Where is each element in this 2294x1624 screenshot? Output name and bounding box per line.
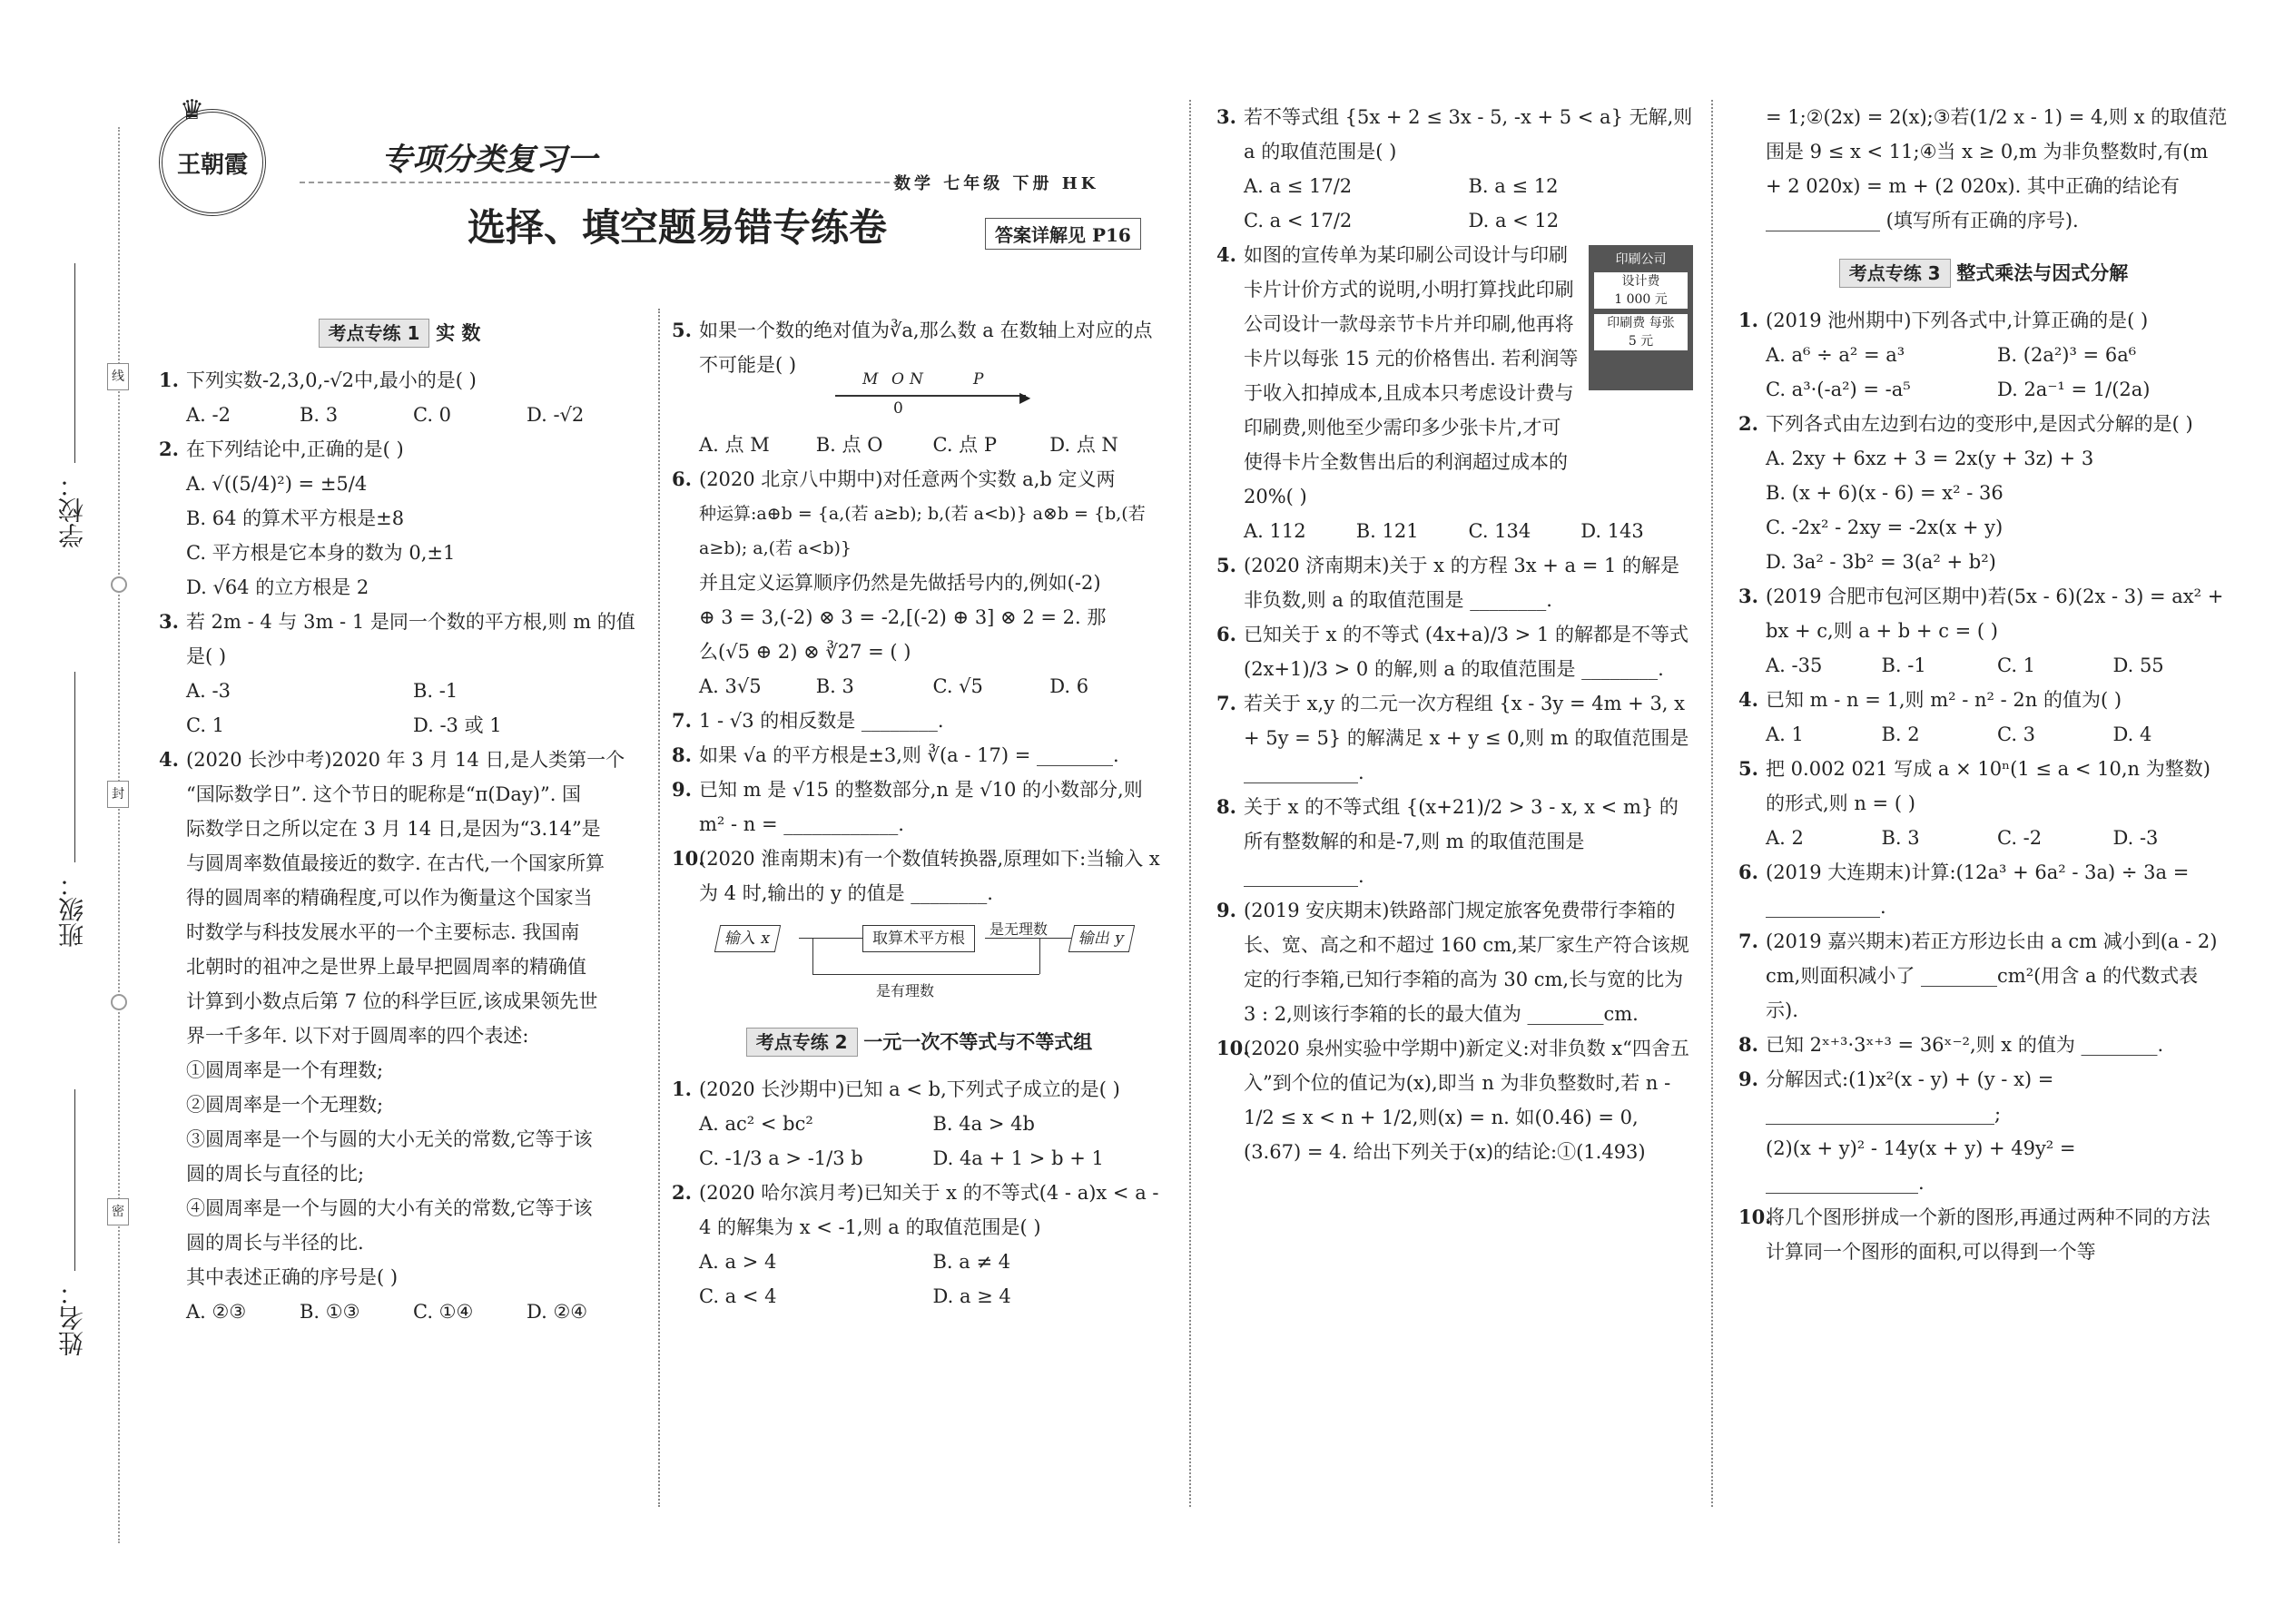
flow-sqrt-box: 取算术平方根 (862, 925, 975, 952)
section-1-badge: 考点专练 1 (319, 319, 430, 348)
s1-question-3: 3. 若 2m - 4 与 3m - 1 是同一个数的平方根,则 m 的值是( ) (159, 610, 635, 667)
s3-question-3: 3. (2019 合肥市包河区期中)若(5x - 6)(2x - 3) = ax² + bx + c,则 a + b + c = ( ) (1738, 585, 2224, 642)
axis-label-m: M (862, 370, 879, 389)
s3-question-10: 10. 将几个图形拼成一个新的图形,再通过两种不同的方法计算同一个图形的面积,可以得到一个等 (1738, 1206, 2210, 1263)
s2-question-8: 8. 关于 x 的不等式组 {(x+21)/2 > 3 - x, x < m} 的所有整数解的和是-7,则 m 的取值范围是 ____________. (1216, 795, 1679, 887)
s2-question-4-block (1216, 238, 1693, 514)
s1-q2-option-b[interactable]: B. 64 的算术平方根是±8 (186, 507, 405, 529)
s1-q1-options: A. -2 B. 3 C. 0 D. -√2 (186, 404, 585, 426)
s1-q4-line: 际数学日之所以定在 3 月 14 日,是因为“3.14”是 (186, 818, 601, 840)
column-divider-1 (658, 309, 660, 1507)
s1-question-6: 6. (2020 北京八中期中)对任意两个实数 a,b 定义两 (672, 468, 1116, 490)
class-label: 班级： (57, 871, 87, 948)
s1-q4-item: ④圆周率是一个与圆的大小有关的常数,它等于该 (186, 1197, 593, 1219)
answer-ref: 答案详解见 P16 (985, 218, 1141, 250)
s1-q4-line: 与圆周率数值最接近的数字. 在古代,一个国家所算 (186, 852, 605, 874)
s1-q6-line: 么(√5 ⊕ 2) ⊗ ∛27 = ( ) (699, 641, 911, 663)
s1-question-1: 1. 下列实数-2,3,0,-√2中,最小的是( ) (159, 369, 477, 391)
axis-label-o: O (891, 370, 904, 389)
seal-box-line: 线 (107, 363, 129, 390)
s1-q4-line: 界一千多年. 以下对于圆周率的四个表述: (186, 1025, 529, 1047)
s1-q4-line: 得的圆周率的精确程度,可以作为衡量这个国家当 (186, 887, 593, 909)
section-2-header (672, 1025, 1167, 1059)
flow-irrational-label: 是无理数 (989, 920, 1049, 938)
s2-question-3: 3. 若不等式组 {5x + 2 ≤ 3x - 5, -x + 5 < a} 无解,则 a 的取值范围是( ) (1216, 105, 1693, 162)
s1-q4-line: “国际数学日”. 这个节日的昵称是“π(Day)”. 国 (186, 783, 582, 805)
s1-q3-options-cd: C. 1 D. -3 或 1 (186, 714, 502, 736)
s1-q2-option-c[interactable]: C. 平方根是它本身的数为 0,±1 (186, 542, 456, 564)
column-1 (159, 309, 640, 1329)
s1-q4-item: 其中表述正确的序号是( ) (186, 1266, 399, 1288)
s3-q3-options: A. -35 B. -1 C. 1 D. 55 (1766, 655, 2164, 676)
crown-icon: ♛ (180, 94, 204, 126)
s1-q6-line: ⊕ 3 = 3,(-2) ⊗ 3 = -2,[(-2) ⊕ 3] ⊗ 2 = 2. 那 (699, 606, 1107, 628)
header-rule (300, 182, 899, 183)
s3-q1-options-ab: A. a⁶ ÷ a² = a³ B. (2a²)³ = 6a⁶ (1766, 344, 2137, 366)
s2-q2-options-ab: A. a > 4 B. a ≠ 4 (699, 1251, 1011, 1273)
s1-q4-line: 计算到小数点后第 7 位的科学巨匠,该成果领先世 (186, 990, 598, 1012)
seal-box-secret: 密 (107, 1198, 129, 1225)
s2-q1-options-ab: A. ac² < bc² B. 4a > 4b (699, 1113, 1035, 1135)
s3-question-2: 2. 下列各式由左边到右边的变形中,是因式分解的是( ) (1738, 412, 2193, 435)
s3-q2-option-c[interactable]: C. -2x² - 2xy = -2x(x + y) (1766, 517, 2004, 538)
section-2-badge: 考点专练 2 (746, 1028, 858, 1057)
s1-question-5: 5. 如果一个数的绝对值为∛a,那么数 a 在数轴上对应的点不可能是( ) (672, 319, 1153, 376)
s1-q4-item: ③圆周率是一个与圆的大小无关的常数,它等于该 (186, 1128, 593, 1150)
s2-q3-options-ab: A. a ≤ 17/2 B. a ≤ 12 (1244, 175, 1559, 197)
s1-question-8: 8. 如果 √a 的平方根是±3,则 ∛(a - 17) = ________. (672, 743, 1119, 766)
s3-q1-options-cd: C. a³·(-a²) = -a⁵ D. 2a⁻¹ = 1/(2a) (1766, 379, 2151, 400)
s3-q2-option-b[interactable]: B. (x + 6)(x - 6) = x² - 36 (1766, 482, 2004, 504)
section-3-header (1738, 256, 2229, 290)
s1-q6-line: 并且定义运算顺序仍然是先做括号内的,例如(-2) (699, 572, 1101, 594)
column-3 (1216, 100, 1693, 1169)
s2-question-5: 5. (2020 济南期末)关于 x 的方程 3x + a = 1 的解是非负数,则 a 的取值范围是 ________. (1216, 554, 1680, 611)
s1-q6-options: A. 3√5 B. 3 C. √5 D. 6 (699, 675, 1089, 697)
s2-question-2: 2. (2020 哈尔滨月考)已知关于 x 的不等式(4 - a)x < a - 4 的解集为 x < -1,则 a 的取值范围是( ) (672, 1181, 1159, 1238)
name-field[interactable] (74, 1089, 75, 1271)
s1-question-4: 4. (2020 长沙中考)2020 年 3 月 14 日,是人类第一个 (159, 748, 625, 771)
s1-q2-option-d[interactable]: D. √64 的立方根是 2 (186, 576, 369, 598)
s1-q4-item: ②圆周率是一个无理数; (186, 1094, 384, 1116)
section-3-title: 整式乘法与因式分解 (1956, 262, 2129, 284)
school-label: 学校： (57, 472, 87, 548)
class-field[interactable] (74, 672, 75, 862)
s3-question-9: 9. 分解因式:(1)x²(x - y) + (y - x) = ________________________; (1738, 1068, 2054, 1125)
print-ad-image: 印刷公司 设计费 1 000 元 印刷费 每张 5 元 (1589, 245, 1693, 390)
s1-q4-options: A. ②③ B. ①③ C. ①④ D. ②④ (186, 1301, 588, 1323)
seal-box-seal: 封 (107, 781, 129, 808)
s3-q9-part-2[interactable]: (2)(x + y)² - 14y(x + y) + 49y² = ________________. (1766, 1137, 2076, 1194)
s2-question-9: 9. (2019 安庆期末)铁路部门规定旅客免费带行李箱的长、宽、高之和不超过 160 cm,某厂家生产符合该规定的行李箱,已知行李箱的高为 30 cm,长与宽的比为 3 : 2,则该行李箱的长的最大值为 ________cm. (1216, 899, 1689, 1025)
s3-question-7: 7. (2019 嘉兴期末)若正方形边长由 a cm 减小到(a - 2) cm,则面积减小了 ________cm²(用含 a 的代数式表示). (1738, 930, 2218, 1021)
flow-rational-label: 是有理数 (876, 982, 935, 999)
binding-line (118, 127, 120, 1543)
s2-question-4: 4. 如图的宣传单为某印刷公司设计与印刷卡片计价方式的说明,小明打算找此印刷公司设计一款母亲节卡片并印刷,他再将卡片以每张 15 元的价格售出. 若利润等于收入扣掉成本,且成本只考虑设计费与印刷费,则他至少需印多少张卡片,才可使得卡片全数售出后的利润超过成本的 20%( ) (1216, 243, 1579, 507)
s3-q4-options: A. 1 B. 2 C. 3 D. 4 (1766, 723, 2152, 745)
logo (159, 109, 266, 216)
binding-hole-1 (111, 576, 127, 593)
s1-question-7: 7. 1 - √3 的相反数是 ________. (672, 709, 944, 732)
axis-label-p: P (973, 370, 984, 389)
section-3-badge: 考点专练 3 (1839, 259, 1951, 288)
review-title: 专项分类复习一 (381, 142, 597, 178)
s1-q5-options: A. 点 M B. 点 O C. 点 P D. 点 N (699, 434, 1118, 456)
s2-q2-options-cd: C. a < 4 D. a ≥ 4 (699, 1285, 1011, 1307)
s3-question-1: 1. (2019 池州期中)下列各式中,计算正确的是( ) (1738, 309, 2149, 331)
s3-question-5: 5. 把 0.002 021 写成 a × 10ⁿ(1 ≤ a < 10,n 为整数)的形式,则 n = ( ) (1738, 757, 2210, 814)
s2-q4-options: A. 112 B. 121 C. 134 D. 143 (1244, 520, 1644, 542)
s2-q1-options-cd: C. -1/3 a > -1/3 b D. 4a + 1 > b + 1 (699, 1147, 1104, 1169)
s3-question-4: 4. 已知 m - n = 1,则 m² - n² - 2n 的值为( ) (1738, 688, 2122, 711)
s1-q4-item: 圆的周长与直径的比; (186, 1163, 365, 1185)
s2-question-6: 6. 已知关于 x 的不等式 (4x+a)/3 > 1 的解都是不等式 (2x+1)/3 > 0 的解,则 a 的取值范围是 ________. (1216, 623, 1689, 680)
column-2 (672, 313, 1167, 1314)
name-label: 姓名： (57, 1280, 87, 1356)
s2-question-10: 10. (2020 泉州实验中学期中)新定义:对非负数 x“四舍五入”到个位的值记为(x),即当 n 为非负整数时,若 n - 1/2 ≤ x < n + 1/2,则(x) = n. 如(0.46) = 0,(3.67) = 4. 给出下列关于(x)的结论:①(1.493) (1216, 1037, 1689, 1163)
meta-line: 数学 七年级 下册 HK (894, 174, 1099, 193)
s1-q4-item: 圆的周长与半径的比. (186, 1232, 364, 1254)
s1-q4-item: ①圆周率是一个有理数; (186, 1059, 384, 1081)
flow-diagram (672, 916, 1167, 1016)
s3-question-6: 6. (2019 大连期末)计算:(12a³ + 6a² - 3a) ÷ 3a = ____________. (1738, 861, 2190, 918)
s3-q5-options: A. 2 B. 3 C. -2 D. -3 (1766, 827, 2159, 849)
column-divider-3 (1711, 100, 1713, 1507)
s1-q3-options-ab: A. -3 B. -1 (186, 680, 458, 702)
s1-question-10: 10. (2020 淮南期末)有一个数值转换器,原理如下:当输入 x 为 4 时,输出的 y 的值是 ________. (672, 847, 1160, 904)
s3-q2-option-d[interactable]: D. 3a² - 3b² = 3(a² + b²) (1766, 551, 1996, 573)
school-field[interactable] (74, 263, 75, 463)
section-1-header (159, 316, 640, 350)
s2-q3-options-cd: C. a < 17/2 D. a < 12 (1244, 210, 1560, 231)
axis-label-zero: 0 (893, 399, 903, 418)
s1-q6-line: 种运算:a⊕b = {a,(若 a≥b); b,(若 a<b)} a⊗b = {b,(若 a≥b); a,(若 a<b)} (699, 504, 1146, 558)
s2-question-7: 7. 若关于 x,y 的二元一次方程组 {x - 3y = 4m + 3, x + 5y = 5} 的解满足 x + y ≤ 0,则 m 的取值范围是 ____________. (1216, 692, 1689, 783)
column-divider-2 (1189, 100, 1191, 1507)
logo-text: 王朝霞 (176, 151, 248, 179)
s1-q4-line: 时数学与科技发展水平的一个主要标志. 我国南 (186, 921, 580, 943)
flow-output: 输出 y (1068, 925, 1135, 952)
number-line: ▶ M O N P 0 (835, 382, 1035, 428)
s1-question-2: 2. 在下列结论中,正确的是( ) (159, 438, 404, 460)
section-1-title: 实 数 (436, 322, 481, 344)
axis-label-n: N (910, 370, 923, 389)
s2-question-1: 1. (2020 长沙期中)已知 a < b,下列式子成立的是( ) (672, 1078, 1120, 1100)
s3-q2-option-a[interactable]: A. 2xy + 6xz + 3 = 2x(y + 3z) + 3 (1766, 448, 2094, 469)
binding-hole-2 (111, 994, 127, 1010)
section-2-title: 一元一次不等式与不等式组 (863, 1031, 1093, 1053)
s1-q2-option-a[interactable]: A. √((5/4)²) = ±5/4 (186, 473, 368, 495)
flow-input: 输入 x (714, 925, 781, 952)
main-title: 选择、填空题易错专练卷 (468, 205, 888, 250)
s2-q10-continued[interactable]: = 1;②(2x) = 2(x);③若(1/2 x - 1) = 4,则 x 的取值范围是 9 ≤ x < 11;④当 x ≥ 0,m 为非负整数时,有(m + 2 020x) = m + (2 020x). 其中正确的结论有 ____________ (填写所有正确的序号). (1766, 106, 2228, 231)
s1-q4-line: 北朝时的祖冲之是世界上最早把圆周率的精确值 (186, 956, 586, 978)
column-4 (1738, 100, 2229, 1269)
s3-question-8: 8. 已知 2ˣ⁺³·3ˣ⁺³ = 36ˣ⁻²,则 x 的值为 ________. (1738, 1033, 2164, 1056)
s1-question-9: 9. 已知 m 是 √15 的整数部分,n 是 √10 的小数部分,则 m² - n = ____________. (672, 778, 1143, 835)
